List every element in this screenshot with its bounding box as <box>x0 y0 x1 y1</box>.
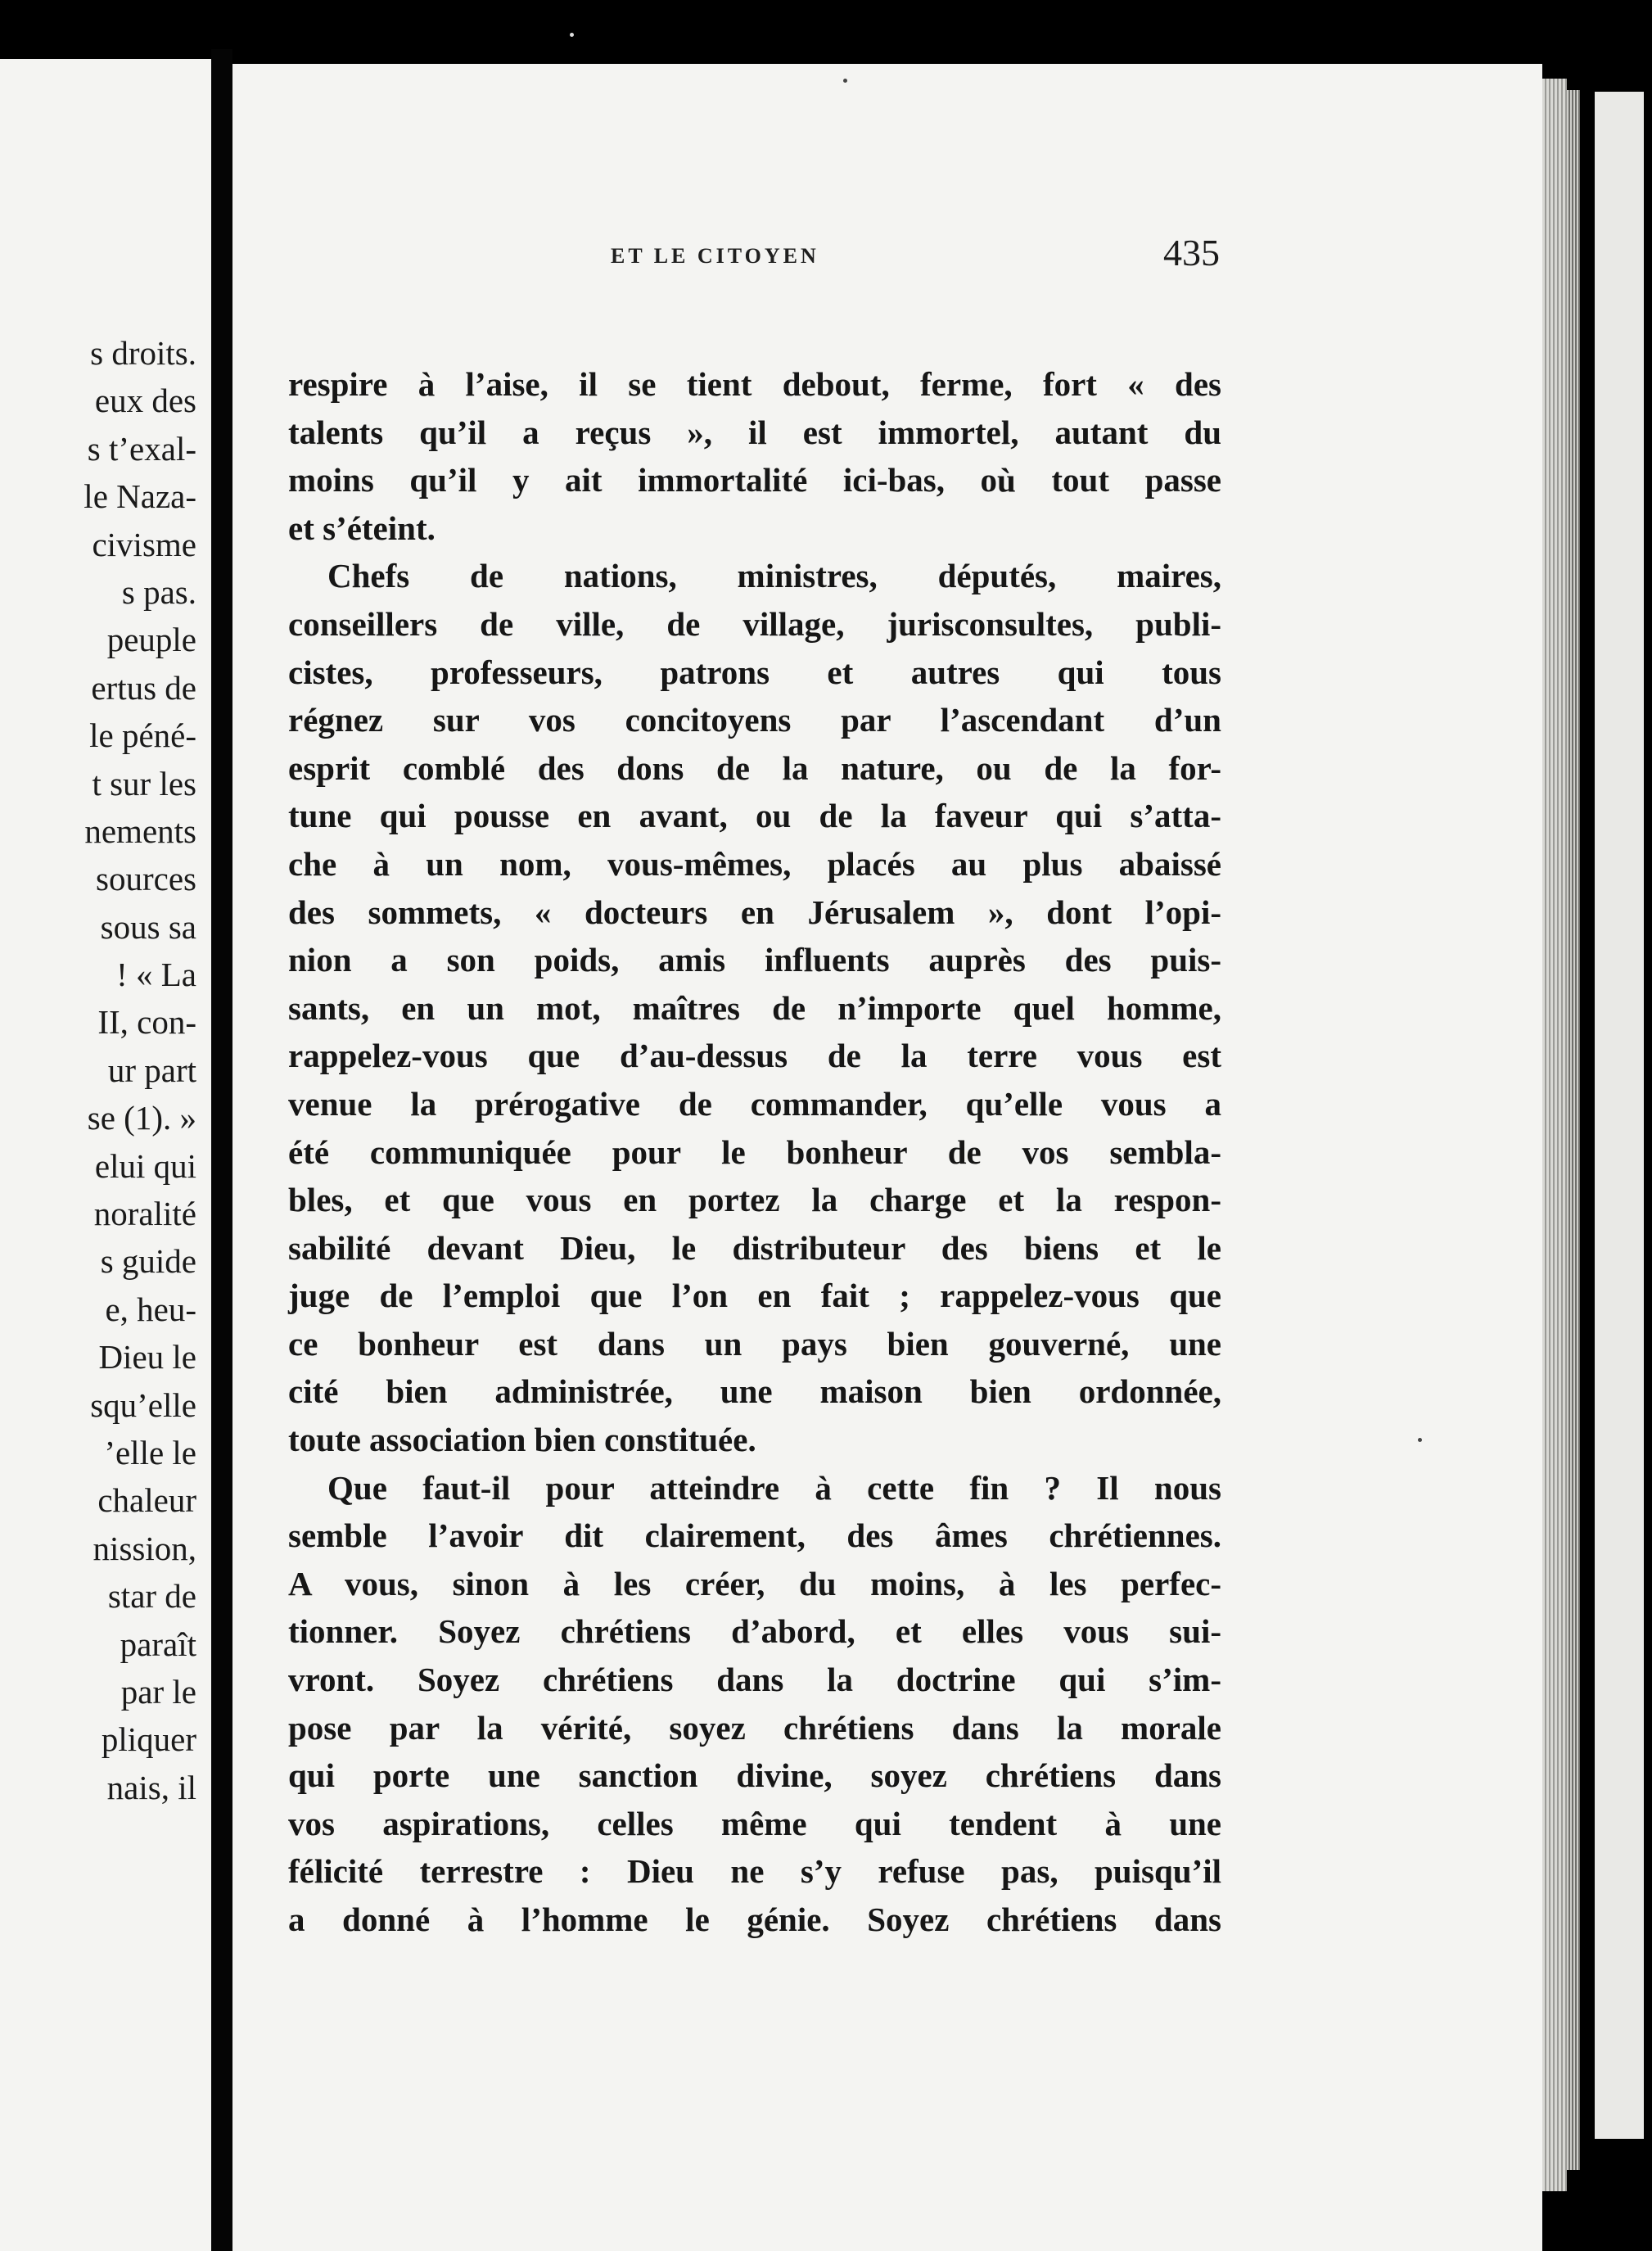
text-line: a donné à l’homme le génie. Soyez chrétiens dans <box>288 1901 1221 1938</box>
previous-page-line: civisme <box>92 525 196 563</box>
text-line: Chefs de nations, ministres, députés, maires, <box>327 557 1221 595</box>
text-line: bles, et que vous en portez la charge et la respon- <box>288 1181 1221 1219</box>
text-line: sabilité devant Dieu, le distributeur des biens et le <box>288 1228 1221 1267</box>
text-line: régnez sur vos concitoyens par l’ascendant d’un <box>288 701 1221 739</box>
previous-page-line: squ’elle <box>90 1385 196 1424</box>
previous-page-line: le Naza- <box>84 477 196 516</box>
paper-speck <box>1418 1438 1422 1442</box>
page-edges <box>1542 79 1567 2191</box>
previous-page-line: ’elle le <box>104 1433 196 1471</box>
previous-page-line: II, con- <box>97 1003 196 1042</box>
previous-page-line: Dieu le <box>98 1338 196 1376</box>
previous-page-line: ur part <box>107 1051 196 1089</box>
text-line: conseillers de ville, de village, jurisconsultes, publi- <box>288 604 1221 643</box>
previous-page-fragment <box>0 59 211 2251</box>
text-line: ce bonheur est dans un pays bien gouverné, une <box>288 1324 1221 1363</box>
previous-page-line: nission, <box>93 1529 196 1567</box>
text-line: tionner. Soyez chrétiens d’abord, et elles vous sui- <box>288 1612 1221 1651</box>
previous-page-line: nements <box>84 811 196 850</box>
text-line: toute association bien constituée. <box>288 1421 756 1459</box>
text-line: vos aspirations, celles même qui tendent à une <box>288 1804 1221 1842</box>
previous-page-line: e, heu- <box>105 1290 196 1328</box>
book-gutter <box>211 49 232 2251</box>
text-line: et s’éteint. <box>288 509 436 547</box>
text-line: cité bien administrée, une maison bien ordonnée, <box>288 1372 1221 1411</box>
page-body-text <box>288 360 1221 1944</box>
previous-page-line: ertus de <box>91 668 196 707</box>
previous-page-line: le péné- <box>89 716 196 755</box>
text-line: respire à l’aise, il se tient debout, ferme, fort « des <box>288 365 1221 403</box>
text-line: esprit comblé des dons de la nature, ou de la for- <box>288 748 1221 787</box>
previous-page-line: chaleur <box>97 1481 196 1520</box>
previous-page-line: paraît <box>120 1625 196 1663</box>
text-line: moins qu’il y ait immortalité ici-bas, où tout passe <box>288 461 1221 499</box>
text-line: juge de l’emploi que l’on en fait ; rappelez-vous que <box>288 1277 1221 1315</box>
running-head-title: ET LE CITOYEN <box>611 244 819 268</box>
previous-page-line: nais, il <box>106 1768 196 1806</box>
previous-page-line: elui qui <box>94 1146 196 1185</box>
previous-page-line: s t’exal- <box>87 429 196 468</box>
paper-speck <box>843 79 847 83</box>
previous-page-line: s pas. <box>121 572 196 611</box>
text-line: tune qui pousse en avant, ou de la faveur qui s’atta- <box>288 797 1221 835</box>
page-edges-outer <box>1567 90 1580 2170</box>
text-line: été communiquée pour le bonheur de vos sembla- <box>288 1132 1221 1171</box>
text-line: pose par la vérité, soyez chrétiens dans la morale <box>288 1708 1221 1747</box>
text-line: nion a son poids, amis influents auprès des puis- <box>288 941 1221 979</box>
text-line: cistes, professeurs, patrons et autres qui tous <box>288 653 1221 691</box>
previous-page-line: peuple <box>106 621 196 659</box>
previous-page-line: s guide <box>100 1242 196 1281</box>
previous-page-line: t sur les <box>92 764 196 802</box>
previous-page-line: sources <box>96 860 196 898</box>
previous-page-line: eux des <box>94 382 196 420</box>
previous-page-line: pliquer <box>101 1720 196 1759</box>
page-number: 435 <box>1163 232 1220 273</box>
previous-page-line: ! « La <box>116 956 196 994</box>
book-cover-edge <box>1595 92 1644 2139</box>
previous-page-line: noralité <box>93 1195 196 1233</box>
previous-page-line: par le <box>120 1672 196 1711</box>
text-line: rappelez-vous que d’au-dessus de la terre vous est <box>288 1037 1221 1075</box>
previous-page-line: sous sa <box>100 907 196 946</box>
text-line: A vous, sinon à les créer, du moins, à les perfec- <box>288 1564 1221 1602</box>
paper-speck <box>570 33 574 37</box>
text-line: talents qu’il a reçus », il est immortel, autant du <box>288 413 1221 451</box>
previous-page-line: se (1). » <box>87 1099 196 1137</box>
text-line: semble l’avoir dit clairement, des âmes chrétiennes. <box>288 1516 1221 1555</box>
text-line: des sommets, « docteurs en Jérusalem », dont l’opi- <box>288 893 1221 931</box>
text-line: che à un nom, vous-mêmes, placés au plus abaissé <box>288 844 1221 883</box>
text-line: vront. Soyez chrétiens dans la doctrine qui s’im- <box>288 1661 1221 1699</box>
previous-page-text <box>0 329 196 1811</box>
text-line: Que faut-il pour atteindre à cette fin ? Il nous <box>327 1468 1221 1507</box>
text-line: félicité terrestre : Dieu ne s’y refuse pas, puisqu’il <box>288 1852 1221 1891</box>
text-line: venue la prérogative de commander, qu’elle vous a <box>288 1084 1221 1123</box>
running-head <box>401 231 1220 277</box>
previous-page-line: s droits. <box>90 334 196 372</box>
text-line: sants, en un mot, maîtres de n’importe quel homme, <box>288 988 1221 1027</box>
previous-page-line: star de <box>107 1577 196 1616</box>
text-line: qui porte une sanction divine, soyez chrétiens dans <box>288 1756 1221 1795</box>
